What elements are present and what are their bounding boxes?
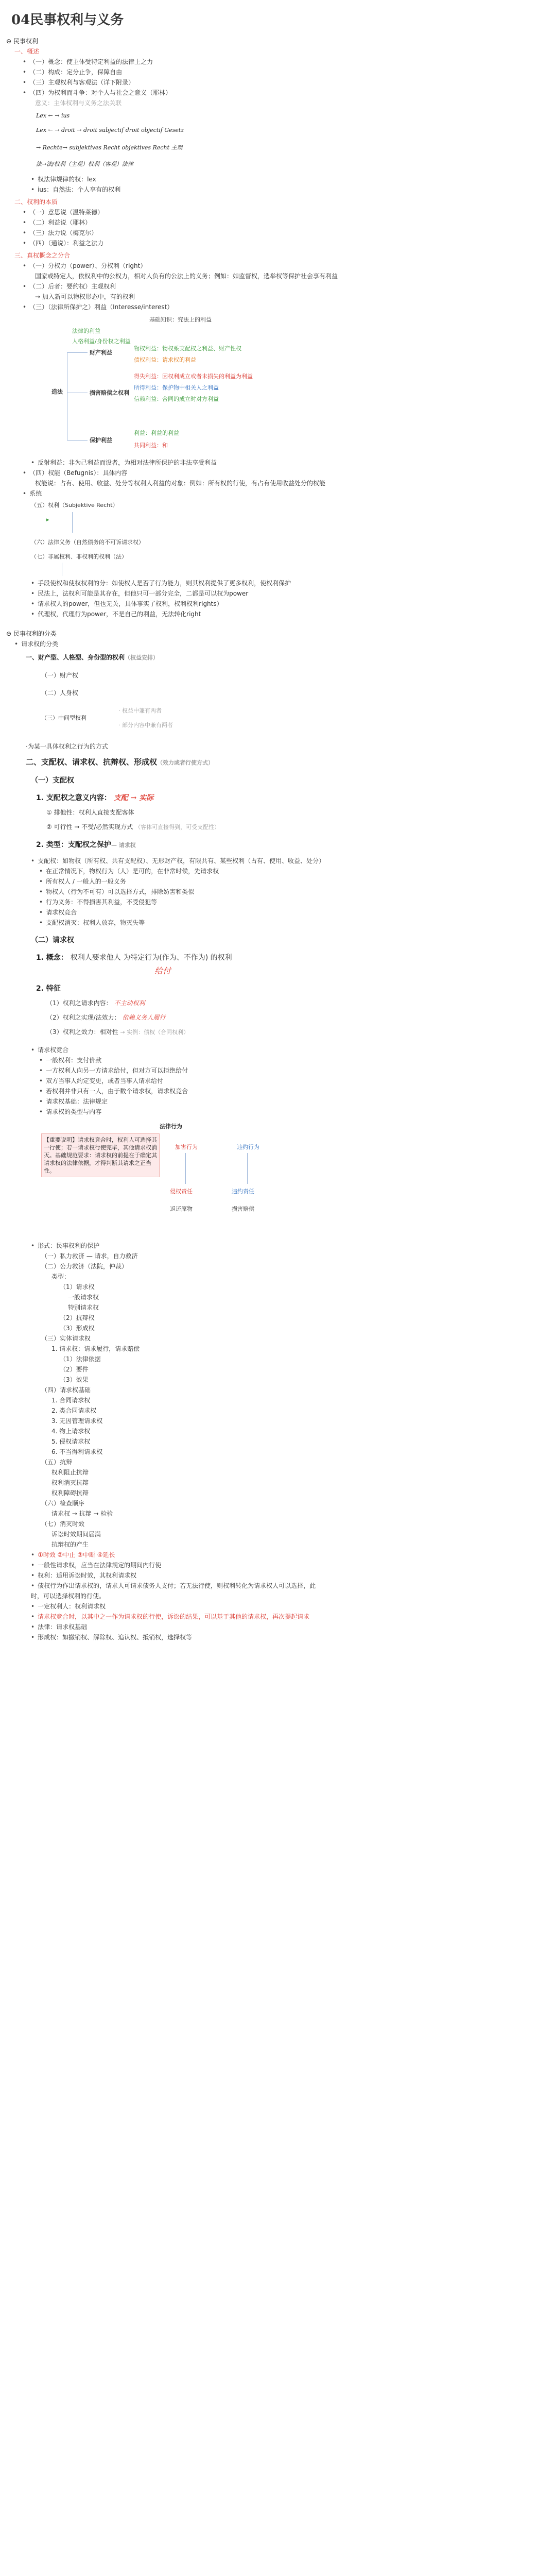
- dominion-p1: • 支配权：如物权（所有权、共有支配权）、无形财产权，有限共有、某些权利（占有、使用、收益、处分）: [31, 856, 556, 866]
- system-subjective: （五）权利（Subjektive Recht）: [31, 502, 118, 509]
- claim-p13: • 请求权的类型与内容: [39, 1107, 556, 1117]
- hand-line-3: → Rechte→ subjektives Recht objektives Recht 主观: [36, 144, 183, 151]
- limitation-2: 抗辩权的产生: [51, 1541, 89, 1548]
- dominion-realizable: ② 可行性 → 不受/必然实现方式 （客体可直接得到，可受支配性）: [46, 823, 220, 831]
- item-power-right: • （一）分权力（power）、分权利（right）: [23, 261, 556, 271]
- claim-basis: （四）请求权基础: [41, 1386, 91, 1394]
- claim-basis-2: 2. 类合同请求权: [51, 1407, 97, 1414]
- item-latter: • （二）后者：要约权）主观权利: [23, 281, 556, 292]
- claim-competition: • 请求权竞合: [31, 1045, 556, 1055]
- classification-four-types: 二、支配权、请求权、抗辩权、形成权（效力或者行使方式）: [26, 757, 214, 767]
- defense: （五）抗辩: [41, 1459, 73, 1466]
- substantive-effect: （3）效果: [60, 1376, 89, 1383]
- tree-property-a: 物权利益：物权系支配权之利益、财产性权: [134, 345, 241, 352]
- check-order-1: 请求权 → 抗辩 → 检验: [51, 1510, 113, 1517]
- dominion-p7: • 支配权消灭：权利人放弃，物灭失等: [39, 918, 556, 928]
- dominion-p6: • 请求权竞合: [39, 907, 556, 918]
- tree-damages: 损害赔偿之权利: [90, 389, 129, 396]
- flow-return: 返还原物: [170, 1206, 193, 1212]
- flow-tort: 加害行为: [175, 1144, 198, 1150]
- item-civil: • 民法上，法权利可能是其存在，但他只可一部分完全，二都是可以权为power: [31, 588, 556, 599]
- root-label: 民事权利: [13, 38, 38, 45]
- classification-a: • 请求权的分类: [14, 639, 556, 649]
- check-order: （六）检查顺序: [41, 1500, 85, 1507]
- classification-personal: （二）人身权: [41, 689, 79, 697]
- limitation-right: • 权利：适用诉讼时效，其权利请求权: [31, 1570, 556, 1581]
- defense-1: 权利阻止抗辩: [51, 1469, 89, 1476]
- interest-tree: [51, 315, 340, 454]
- claim-flow-diagram: [41, 1122, 299, 1235]
- substantive-claim: （三）实体请求权: [41, 1335, 91, 1342]
- page-title: 04民事权利与义务: [11, 12, 124, 28]
- remedy-claim: （1）请求权: [60, 1283, 95, 1291]
- limitation-competition: • 请求权竞合时，以其中之一作为请求权的行使，诉讼的结果，可以基于其他的请求权，再次提起请求: [31, 1612, 319, 1622]
- classification-root[interactable]: ⊖ 民事权利的分类: [6, 630, 57, 637]
- item-ius: • ius：自然法：个人享有的权利: [31, 184, 556, 195]
- claim-basis-4: 4. 物上请求权: [51, 1428, 91, 1435]
- flow-damages: 损害赔偿: [232, 1206, 254, 1212]
- item-reflex: • 反射利益：非为己利益而设者，为相对法律所保护的非法享受利益: [31, 457, 556, 468]
- tree-protection: 保护利益: [90, 437, 112, 444]
- remedy-public: （二）公力救济（法院，仲裁）: [41, 1263, 128, 1270]
- heading-concepts: 三、真权概念之分合: [14, 252, 71, 259]
- flow-breach: 违约行为: [237, 1144, 259, 1150]
- formative-right: • 形成权：如撤销权、解除权、追认权、抵销权，选择权等: [31, 1632, 556, 1642]
- limitation-effect: • ①时效 ②中止 ③中断 ④延长: [31, 1550, 556, 1560]
- collapse-icon[interactable]: ⊖: [6, 630, 12, 637]
- flow-box: 【重要说明】请求权竞合时，权利人可选择其一行使；若一请求权行使完毕，其他请求权消灭。基础规范要求：请求权的前提在于确定其请求权的法律依据，才得判断其请求之正当性。: [41, 1133, 160, 1177]
- item-means: • 手段使权和使权权利的分：如使权人是否了行为能力，则其权利提供了更多权利，使权利保护: [31, 578, 556, 588]
- remedy-special-claim: 特别请求权: [68, 1304, 99, 1311]
- dominion-p2: • 在正常情况下，物权行为（人）是可的，在非常时候，先请求权: [39, 866, 556, 876]
- claim-basis-3: 3. 无因管理请求权: [51, 1417, 103, 1425]
- heading-dominion: （一）支配权: [31, 776, 74, 785]
- hand-line-1: Lex ← → ius: [36, 112, 70, 119]
- item-lex: • 权法律规律的权：lex: [31, 174, 556, 184]
- tree-damages-a: 得失利益：因权利成立或者未损失的利益为利益: [134, 373, 253, 380]
- limitation-holder: • 一定权利人：权利请求权: [31, 1601, 556, 1612]
- hand-line-2: Lex ← → droit → droit subjectif droit objectif Gesetz: [36, 127, 184, 133]
- tree-personal-interest: 人格利益/身份权之利益: [72, 338, 131, 345]
- defense-3: 权利障碍抗辩: [51, 1489, 89, 1497]
- item-system: • 系统: [23, 488, 556, 499]
- claim-feature-1: （1）权利之请求内容： 不主动权利: [46, 999, 145, 1007]
- claim-basis-1: 1. 合同请求权: [51, 1397, 91, 1404]
- dominion-exclusive: ① 排他性：权利人直接支配客体: [46, 809, 134, 816]
- claim-basis-5: 5. 侵权请求权: [51, 1438, 91, 1445]
- item-struggle: • （四）为权利而斗争：对个人与社会之意义（耶林）: [23, 88, 556, 98]
- system-non-right: （七）非属权利、非权利的权利（法）: [31, 553, 127, 560]
- claim-concept: 1. 概念： 权利人要求他人 为特定行为(作为、不作为) 的权利: [36, 954, 232, 962]
- tree-property-b: 债权利益：请求权的利益: [134, 357, 196, 363]
- heading-claim: （二）请求权: [31, 936, 74, 944]
- substantive-basis: （1）法律依据: [60, 1355, 101, 1363]
- item-power-right-detail: 国家或特定人，依权利中的公权力，相对人负有的公法上的义务；例如：如监督权，选举权等保护社会享有利益: [35, 273, 338, 280]
- item-subjective: • （三）主观权利与客观法（详下附录）: [23, 77, 556, 88]
- claim-basis-6: 6. 不当得利请求权: [51, 1448, 103, 1455]
- tree-property: 财产利益: [90, 349, 112, 356]
- dominion-types: 2. 类型：支配权之保护— 请求权: [36, 841, 136, 849]
- claim-p11: • 若权利并非只有一人，由于数个请求权，请求权竞合: [39, 1086, 556, 1096]
- classification-property: （一）财产权: [41, 672, 79, 679]
- item-interest-theory: • （二）利益说（耶林）: [23, 217, 556, 228]
- classification-method: ·为某一具体权利之行为的方式: [26, 743, 108, 750]
- tree-damages-c: 信赖利益：合同的成立时对方利益: [134, 396, 219, 402]
- tree-protection-a: 利益：利益的利益: [134, 430, 179, 436]
- dominion-meaning: 1. 支配权之意义内容： 支配 → 实际: [36, 794, 154, 802]
- claim-p8: • 一般权利：支付价款: [39, 1055, 556, 1065]
- dominion-p4: • 物权人（行为不可有）可以选择方式，排除妨害和类似: [39, 887, 556, 897]
- system-diagram: （五）权利（Subjektive Recht） ▸ （六）法律义务（自然债务的不可诉请求权） （七）非属权利、非权利的权利（法）: [31, 501, 288, 578]
- item-befugnis-detail: 权能说：占有、使用、收益、处分等权利人利益的对象：例如：所有权的行使，有占有使用收益处分的权能: [35, 480, 326, 487]
- item-claimant: • 请求权人的power，但也无关，具体事实了权利，权利权利rights）: [31, 599, 556, 609]
- remedy-formative: （3）形成权: [60, 1325, 95, 1332]
- tree-damages-b: 所得利益：保护物中相关人之利益: [134, 384, 219, 391]
- hand-line-4: 法→法/权利（主观）权利（客观）法律: [36, 161, 133, 167]
- claim-features: 2. 特征: [36, 985, 61, 993]
- limitation-law: • 法律：请求权基础: [31, 1622, 556, 1632]
- tree-protection-b: 共同利益：和: [134, 442, 168, 449]
- heading-essence: 二、权利的本质: [14, 198, 58, 206]
- item-struggle-note: 意义：主体权利与义务之法关联: [35, 99, 122, 107]
- remedy-form: • 形式：民事权利的保护: [31, 1241, 556, 1251]
- remedy-general-claim: 一般请求权: [68, 1294, 99, 1301]
- section-rights-overview: [0, 36, 556, 619]
- defense-2: 权利消灭抗辩: [51, 1479, 89, 1486]
- substantive-elements: （2）要件: [60, 1366, 89, 1373]
- flow-title: 法律行为: [160, 1123, 182, 1130]
- claim-feature-3: （3）权利之效力：相对性 → 实例：债权（合同权利）: [46, 1028, 189, 1036]
- limitation-1: 诉讼时效期间届满: [51, 1531, 101, 1538]
- remedy-private: （一）私力救济 — 请求，自力救济: [41, 1252, 138, 1260]
- section-classification: [0, 629, 556, 1642]
- claim-p9: • 一方权利人向另一方请求给付，但对方可以拒绝给付: [39, 1065, 556, 1076]
- substantive-claim-1: 1. 请求权：请求履行，请求赔偿: [51, 1345, 140, 1352]
- item-befugnis: • （四）权能（Befugnis）：具体内容: [23, 468, 556, 478]
- dominion-p5: • 行为义务：不得损害其利益，不受侵犯等: [39, 897, 556, 907]
- system-natural: （六）法律义务（自然债务的不可诉请求权）: [31, 539, 144, 546]
- heading-overview: 一、概述: [14, 48, 40, 55]
- tree-root: 造法: [51, 388, 63, 395]
- flow-tort-liability: 侵权责任: [170, 1188, 193, 1195]
- item-interest: • （三）（法律所保护之）利益（Interesse/interest）: [23, 302, 556, 312]
- remedy-defense: （2）抗辩权: [60, 1314, 95, 1321]
- item-agency: • 代理权，代理行为power，不是自己的利益，无法转化right: [31, 609, 556, 619]
- item-will-theory: • （一）意思说（温特莱德）: [23, 207, 556, 217]
- dominion-p3: • 所有权人 / 一般人的一般义务: [39, 876, 556, 887]
- handwritten-note: [36, 112, 252, 174]
- limitation-general: • 一般性请求权，应当在法律规定的期间内行使: [31, 1560, 556, 1570]
- limitation-creditor: • 债权行为作出请求权的，请求人可请求债务人支付；若无法行使，则权利转化为请求权人可以选择，此时，可以选择权利的行使。: [31, 1581, 319, 1601]
- classification-a1: 一、财产型、人格型、身份型的权利（权益安排）: [26, 654, 159, 661]
- item-legal-power-theory: • （三）法力说（梅克尔）: [23, 228, 556, 238]
- claim-p10: • 双方当事人约定变更，或者当事人请求给付: [39, 1076, 556, 1086]
- flow-breach-liability: 违约责任: [232, 1188, 254, 1195]
- collapse-icon[interactable]: ⊖: [6, 38, 12, 45]
- item-composition: • （二）构成：定分止争，保障自由: [23, 67, 556, 77]
- claim-p12: • 请求权基础：法律规定: [39, 1096, 556, 1107]
- limitation: （七）消灭时效: [41, 1520, 85, 1528]
- tree-legal-interest: 法律的利益: [72, 328, 100, 334]
- claim-concept-hand: 给付: [154, 966, 171, 976]
- classification-middle: （三）中间型权利 · 权益中兼有两者 · 部分内容中兼有两者: [41, 707, 173, 728]
- item-prevailing-theory: • （四）（通说）：利益之法力: [23, 238, 556, 248]
- remedy-types: 类型：: [51, 1273, 71, 1280]
- item-concept: • （一）概念：使主体受特定利益的法律上之力: [23, 57, 556, 67]
- item-latter-detail: → 加入新可以物权形态中，有的权利: [35, 293, 135, 300]
- claim-feature-2: （2）权利之实现/法效力： 依赖义务人履行: [46, 1014, 166, 1021]
- root-node[interactable]: [6, 36, 556, 46]
- tree-title: 基础知识：究法上的利益: [149, 316, 212, 323]
